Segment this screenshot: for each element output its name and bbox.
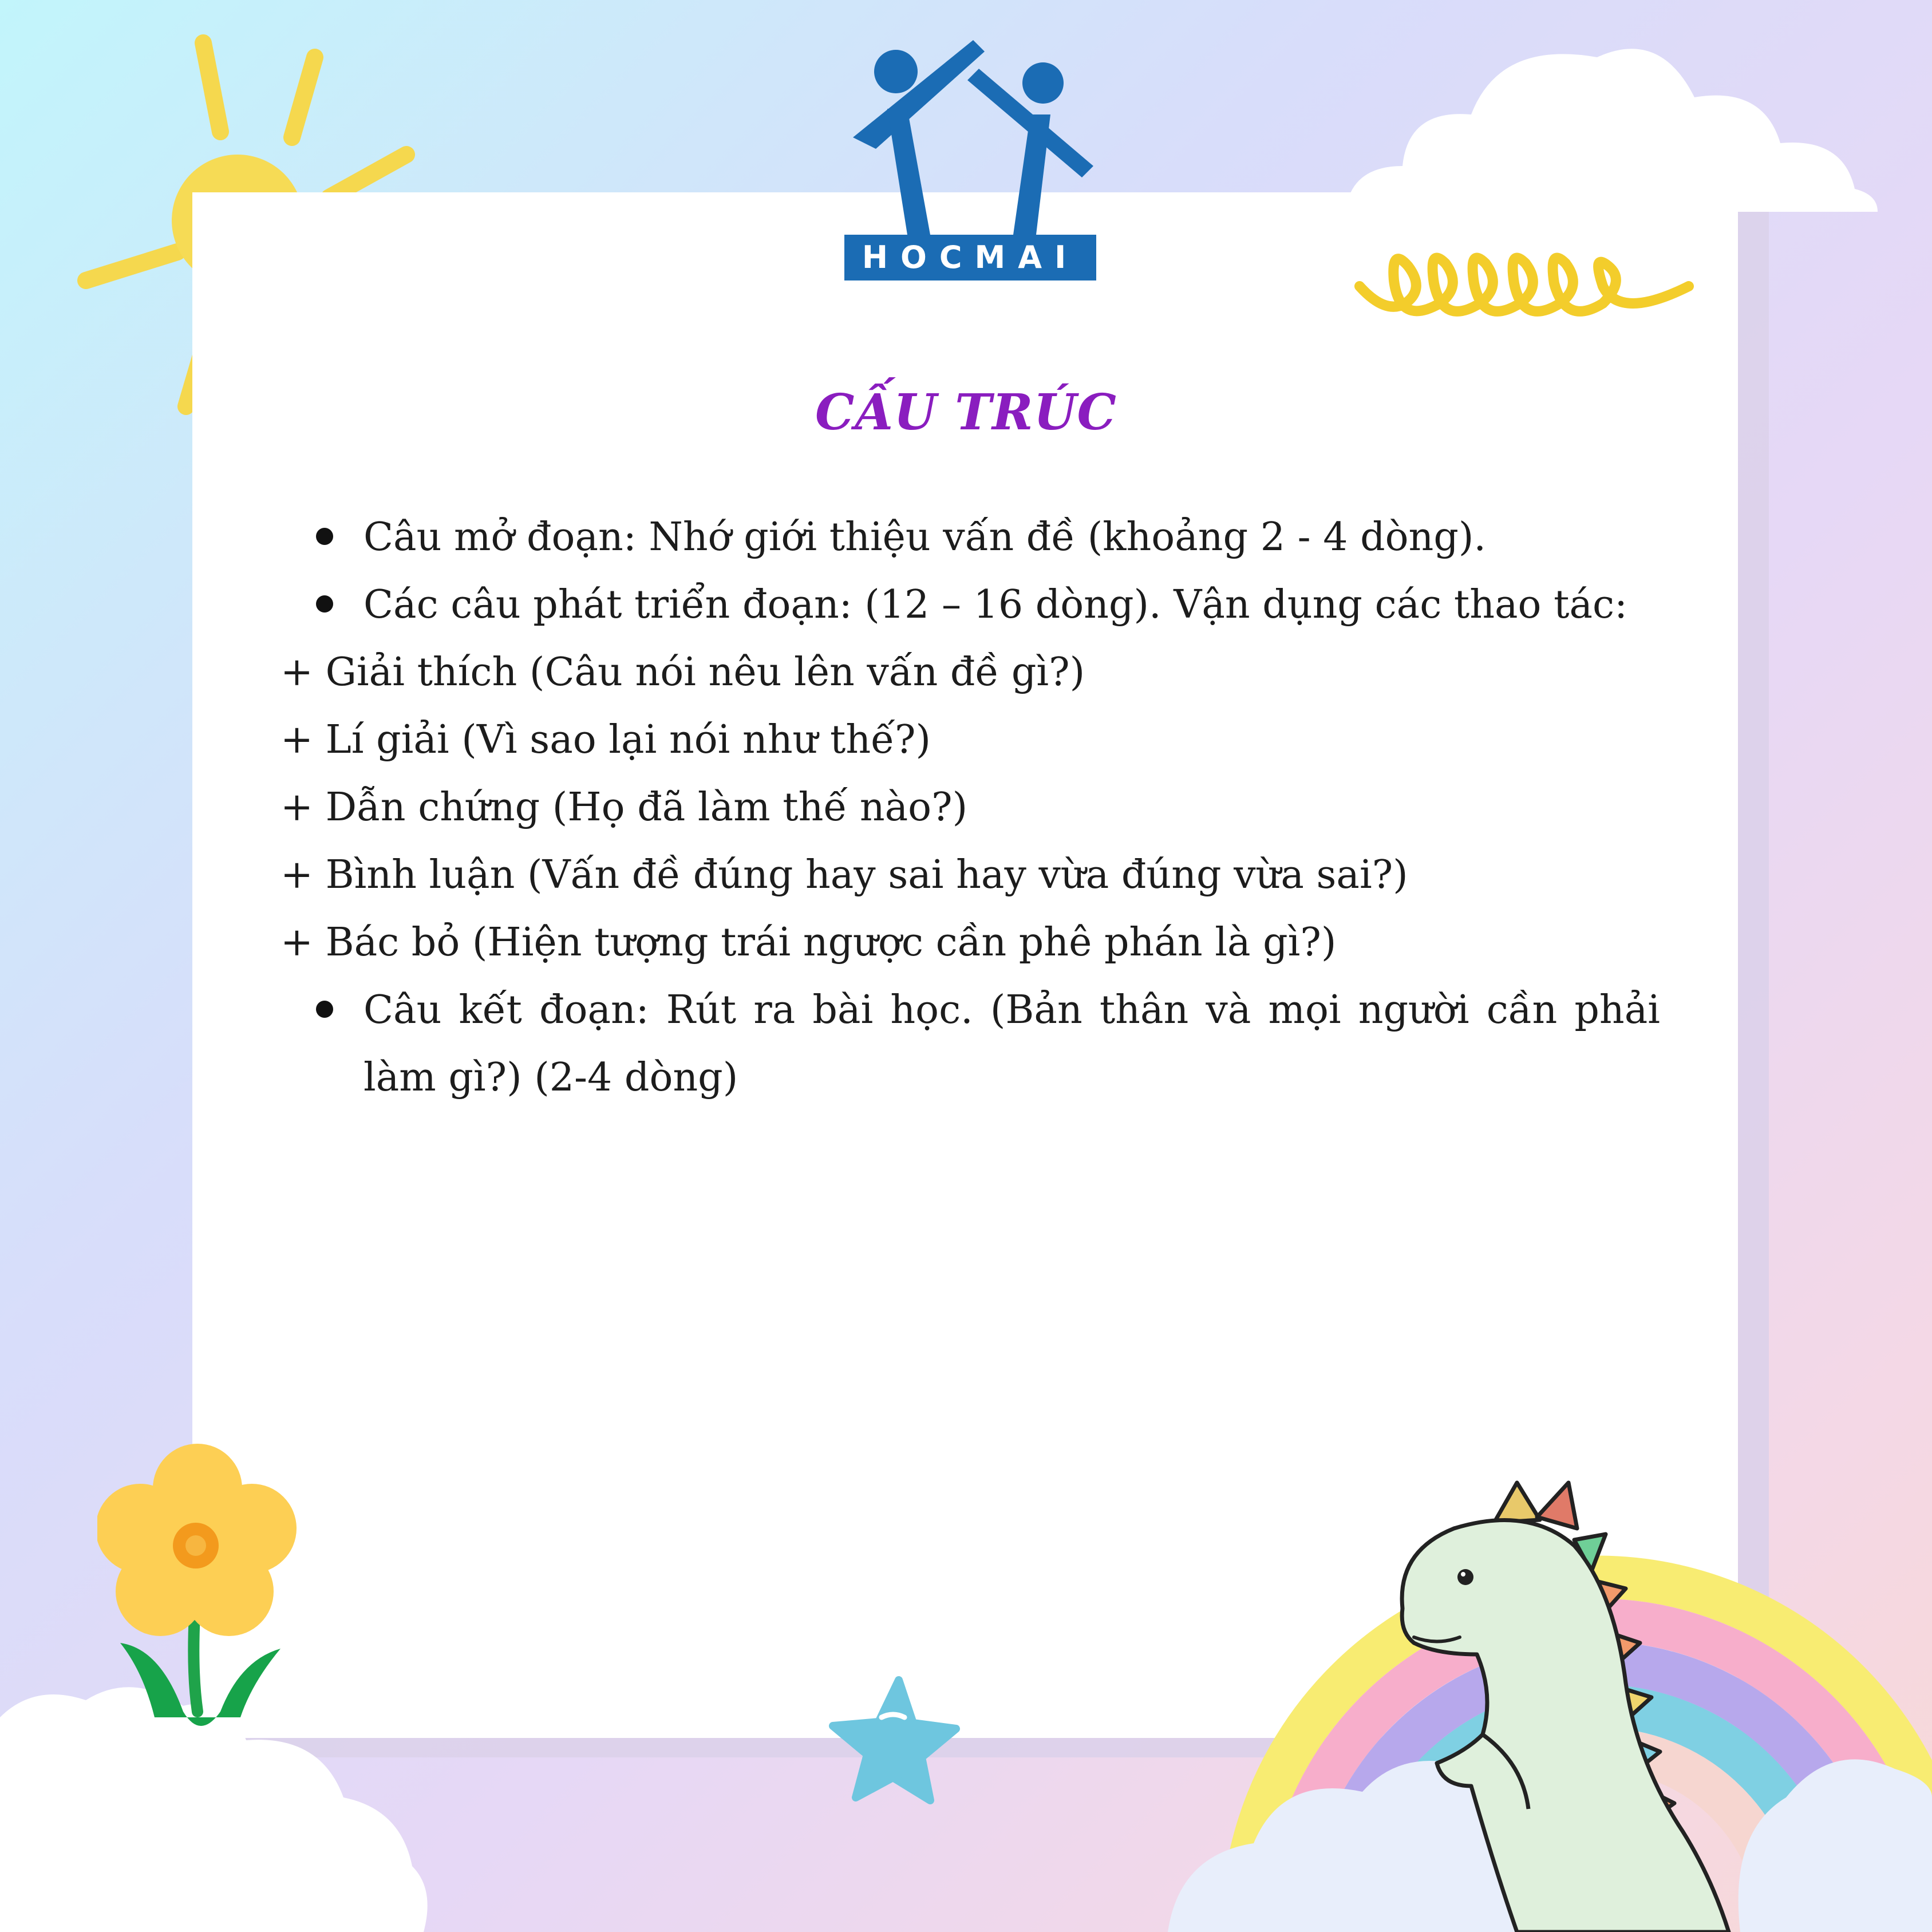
- bullet-dot-icon: [316, 595, 333, 613]
- conclusion-sentence-text: Câu kết đoạn: Rút ra bài học. (Bản thân và mọi người cần phải làm gì?) (2-4 dòng): [364, 987, 1660, 1100]
- bullet-dot-icon: [316, 528, 333, 545]
- plus-item: + Giải thích (Câu nói nêu lên vấn đề gì?): [280, 650, 1085, 695]
- bullet-dot-icon: [316, 1001, 333, 1018]
- page-title: CẤU TRÚC: [815, 384, 1117, 441]
- list-item: [280, 504, 1660, 571]
- star-icon: [824, 1672, 962, 1809]
- plus-item: + Lí giải (Vì sao lại nói như thế?): [280, 717, 931, 762]
- squiggle-icon: [1351, 240, 1700, 338]
- logo-text: HOCMAI: [862, 239, 1079, 275]
- plus-item: + Bình luận (Vấn đề đúng hay sai hay vừa đúng vừa sai?): [280, 852, 1408, 898]
- list-item: [280, 977, 1660, 1112]
- hocmai-logo: [841, 34, 1099, 280]
- body-sentences-text: Các câu phát triển đoạn: (12 – 16 dòng). Vận dụng các thao tác:: [364, 582, 1627, 627]
- dinosaur-icon: [1385, 1465, 1866, 1932]
- plus-item: + Dẫn chứng (Họ đã làm thế nào?): [280, 785, 968, 830]
- intro-sentence-text: Câu mở đoạn: Nhớ giới thiệu vấn đề (khoảng 2 - 4 dòng).: [364, 515, 1487, 560]
- structure-content: [280, 504, 1660, 1112]
- list-item: [280, 571, 1660, 639]
- plus-item: + Bác bỏ (Hiện tượng trái ngược cần phê phán là gì?): [280, 920, 1337, 965]
- flower-icon: [97, 1443, 315, 1763]
